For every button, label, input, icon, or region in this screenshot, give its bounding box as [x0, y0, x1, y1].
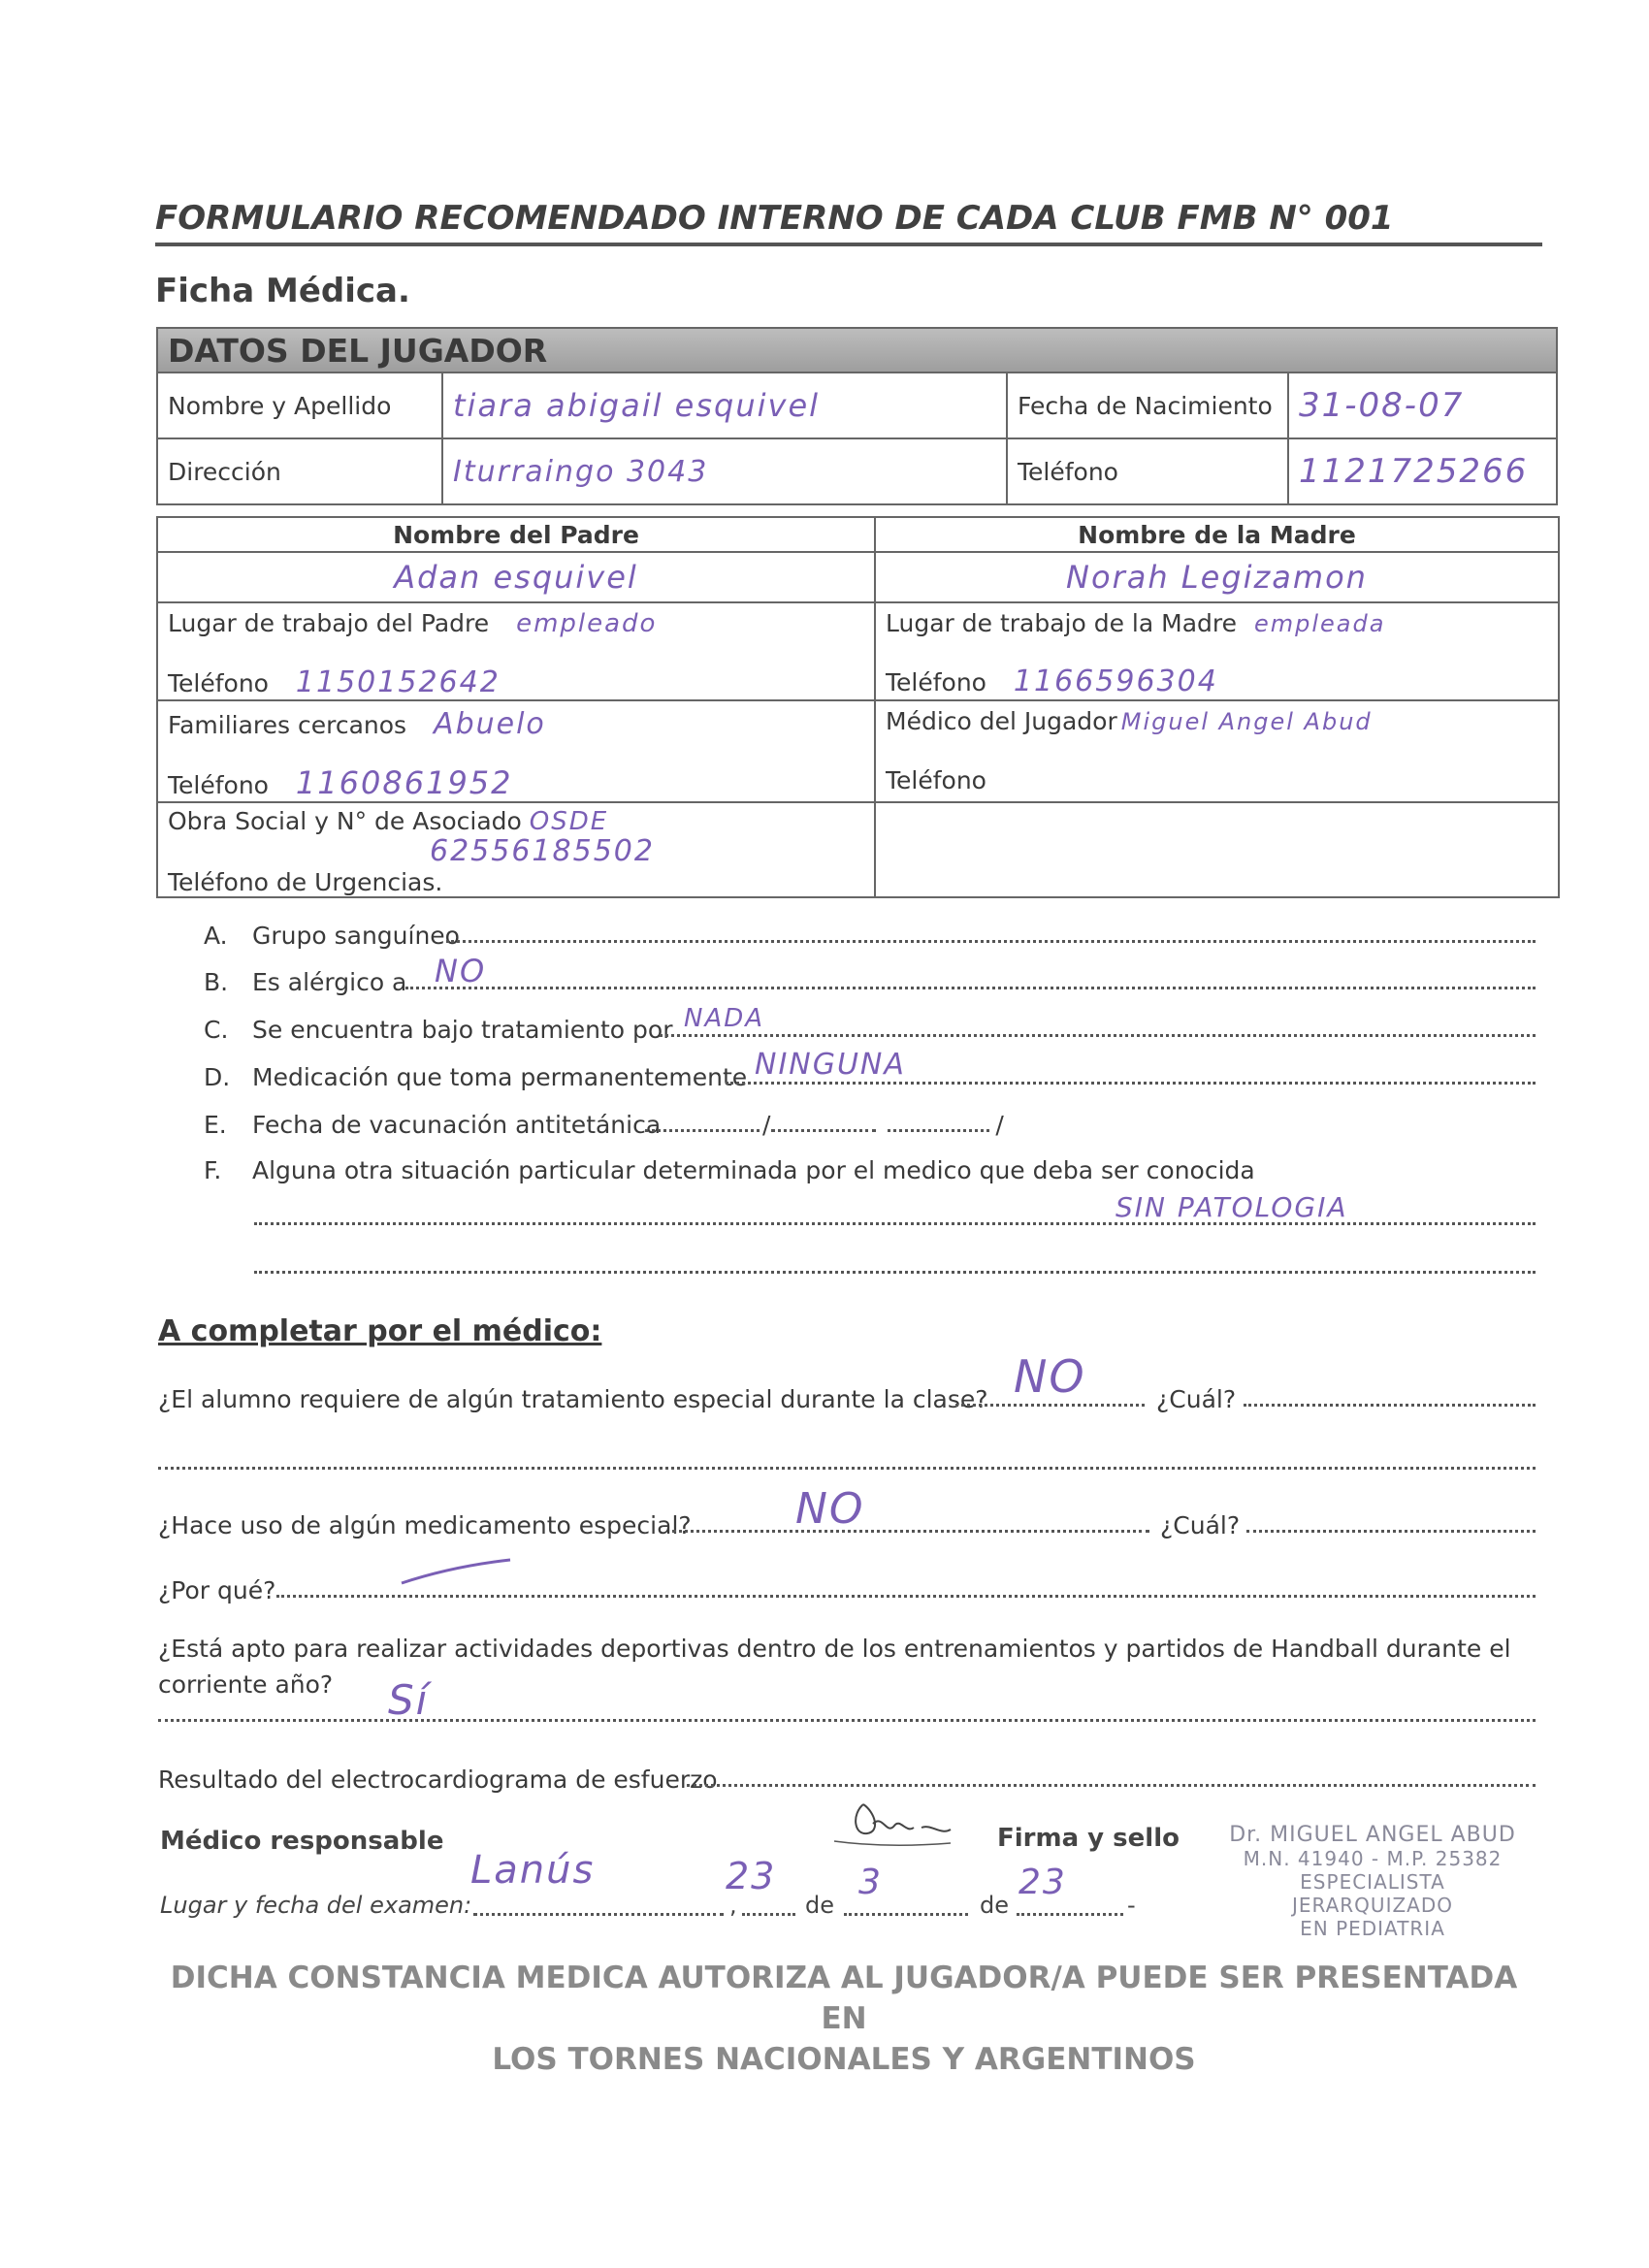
answer-c: NADA [684, 1004, 765, 1033]
father-header: Nombre del Padre [157, 517, 875, 552]
insurance-value: OSDE [529, 807, 609, 836]
month-line[interactable] [844, 1913, 968, 1916]
question-b: B. Es alérgico a [204, 968, 407, 996]
form-title: FORMULARIO RECOMENDADO INTERNO DE CADA CLUB FMB N° 001 [155, 199, 1394, 238]
doctor-q1-line[interactable] [955, 1404, 1145, 1407]
player-data-table [156, 327, 1558, 505]
relatives-phone-value: 1160861952 [295, 764, 513, 801]
birth-field[interactable] [1288, 373, 1557, 438]
father-work-value: empleado [516, 609, 658, 638]
form-subtitle: Ficha Médica. [155, 272, 410, 310]
answer-b: NO [435, 953, 487, 989]
doctor-q2-which: ¿Cuál? [1160, 1511, 1241, 1539]
father-name-field[interactable] [157, 552, 875, 602]
place-value: Lanús [470, 1848, 596, 1893]
insurance-cell[interactable] [157, 802, 875, 897]
relatives-cell[interactable] [157, 700, 875, 802]
doctor-q4-answer: Sí [388, 1676, 430, 1724]
mother-work-cell[interactable] [875, 602, 1559, 700]
name-label: Nombre y Apellido [157, 373, 442, 438]
place-date-label: Lugar y fecha del examen: [160, 1892, 472, 1919]
question-d: D. Medicación que toma permanentemente [204, 1063, 748, 1091]
insurance-label: Obra Social y N° de Asociado [168, 807, 522, 835]
stamp-line-3: ESPECIALISTA JERARQUIZADO [1291, 1870, 1453, 1917]
mother-header: Nombre de la Madre [875, 517, 1559, 552]
title-underline [155, 243, 1542, 246]
phone-value: 1121725266 [1299, 452, 1529, 491]
footer-notice [146, 1958, 1542, 2080]
doctor-q1-which: ¿Cuál? [1156, 1385, 1237, 1413]
answer-line-c[interactable] [660, 1034, 1536, 1037]
father-work-cell[interactable] [157, 602, 875, 700]
signature-label: Firma y sello [997, 1824, 1180, 1853]
answer-f: SIN PATOLOGIA [1116, 1191, 1348, 1223]
birth-label: Fecha de Nacimiento [1007, 373, 1288, 438]
name-field[interactable] [442, 373, 1007, 438]
insurance-number: 62556185502 [430, 834, 655, 868]
doctor-q1-answer: NO [1014, 1350, 1086, 1403]
birth-value: 31-08-07 [1299, 386, 1465, 425]
comma-separator: , [729, 1892, 737, 1919]
empty-cell [875, 802, 1559, 897]
doctor-section-title: A completar por el médico: [158, 1314, 602, 1348]
vaccine-separators: / / [762, 1111, 1113, 1139]
relatives-label: Familiares cercanos [168, 711, 407, 739]
doctor-q2-line[interactable] [672, 1530, 1149, 1533]
stamp-line-2: M.N. 41940 - M.P. 25382 [1243, 1847, 1503, 1870]
year-value: 23 [1018, 1863, 1067, 1902]
answer-d: NINGUNA [755, 1048, 906, 1082]
de-label-1: de [805, 1892, 834, 1919]
vaccine-day-line[interactable] [645, 1129, 760, 1132]
year-line[interactable] [1017, 1913, 1123, 1916]
relatives-value: Abuelo [434, 707, 546, 741]
address-value: Iturraingo 3043 [453, 454, 709, 489]
doctor-q2-which-line[interactable] [1246, 1530, 1536, 1533]
answer-line-f2[interactable] [254, 1271, 1536, 1274]
doctor-q1: ¿El alumno requiere de algún tratamiento especial durante la clase? [158, 1385, 988, 1413]
address-label: Dirección [157, 438, 442, 504]
answer-line-d[interactable] [726, 1082, 1536, 1085]
phone-field[interactable] [1288, 438, 1557, 504]
father-name-value: Adan esquivel [394, 559, 638, 596]
doctor-q2: ¿Hace uso de algún medicamento especial? [158, 1511, 692, 1539]
doctor-q2-answer: NO [795, 1484, 865, 1534]
month-value: 3 [858, 1863, 883, 1902]
stamp-line-4: EN PEDIATRIA [1300, 1917, 1445, 1940]
de-label-2: de [980, 1892, 1009, 1919]
emergency-label: Teléfono de Urgencias. [168, 868, 443, 896]
doctor-q4-line2: corriente año? [158, 1670, 334, 1699]
father-work-label: Lugar de trabajo del Padre [168, 609, 490, 637]
day-line[interactable] [742, 1913, 795, 1916]
father-phone-value: 1150152642 [295, 665, 501, 699]
question-c: C. Se encuentra bajo tratamiento por [204, 1016, 673, 1044]
doctor-phone-label: Teléfono [886, 766, 986, 794]
player-section-title: DATOS DEL JUGADOR [157, 328, 1557, 373]
dash-end: - [1127, 1892, 1136, 1919]
mother-name-field[interactable] [875, 552, 1559, 602]
footer-line-1: DICHA CONSTANCIA MEDICA AUTORIZA AL JUGADOR/A PUEDE SER PRESENTADA EN [170, 1960, 1518, 2036]
doctor-q5: Resultado del electrocardiograma de esfuerzo [158, 1766, 718, 1794]
doctor-stamp [1217, 1824, 1528, 1940]
doctor-signature [805, 1785, 980, 1863]
doctor-q3: ¿Por qué? [158, 1576, 276, 1604]
mother-phone-label: Teléfono [886, 668, 986, 697]
doctor-label: Médico del Jugador [886, 707, 1117, 735]
relatives-phone-label: Teléfono [168, 771, 269, 799]
doctor-q4-line1: ¿Está apto para realizar actividades deportivas dentro de los entrenamientos y partidos de Handball durante el [158, 1635, 1511, 1663]
doctor-value: Miguel Angel Abud [1120, 708, 1373, 735]
mother-work-value: empleada [1253, 610, 1386, 637]
doctor-q1-which-line[interactable] [1244, 1404, 1536, 1407]
dash-mark [398, 1552, 514, 1591]
answer-line-a[interactable] [446, 940, 1536, 943]
question-e: E. Fecha de vacunación antitetánica [204, 1111, 662, 1139]
question-a: A. Grupo sanguíneo [204, 922, 460, 950]
day-value: 23 [726, 1855, 777, 1897]
family-table [156, 516, 1560, 898]
mother-work-label: Lugar de trabajo de la Madre [886, 609, 1237, 637]
name-value: tiara abigail esquivel [453, 387, 821, 424]
address-field[interactable] [442, 438, 1007, 504]
phone-label: Teléfono [1007, 438, 1288, 504]
footer-line-2: LOS TORNES NACIONALES Y ARGENTINOS [492, 2042, 1196, 2077]
mother-name-value: Norah Legizamon [1066, 559, 1368, 596]
mother-phone-value: 1166596304 [1013, 664, 1218, 698]
stamp-line-1: Dr. MIGUEL ANGEL ABUD [1229, 1823, 1516, 1847]
doctor-cell[interactable] [875, 700, 1559, 802]
doctor-q3-line[interactable] [276, 1595, 1536, 1598]
responsible-label: Médico responsable [160, 1827, 444, 1856]
place-line[interactable] [473, 1913, 724, 1916]
father-phone-label: Teléfono [168, 669, 269, 697]
question-f: F. Alguna otra situación particular determinada por el medico que deba ser conocida [204, 1156, 1255, 1184]
doctor-q1-extra-line[interactable] [158, 1467, 1536, 1470]
doctor-q4-answer-line[interactable] [158, 1719, 1536, 1722]
answer-line-b[interactable] [405, 987, 1536, 989]
